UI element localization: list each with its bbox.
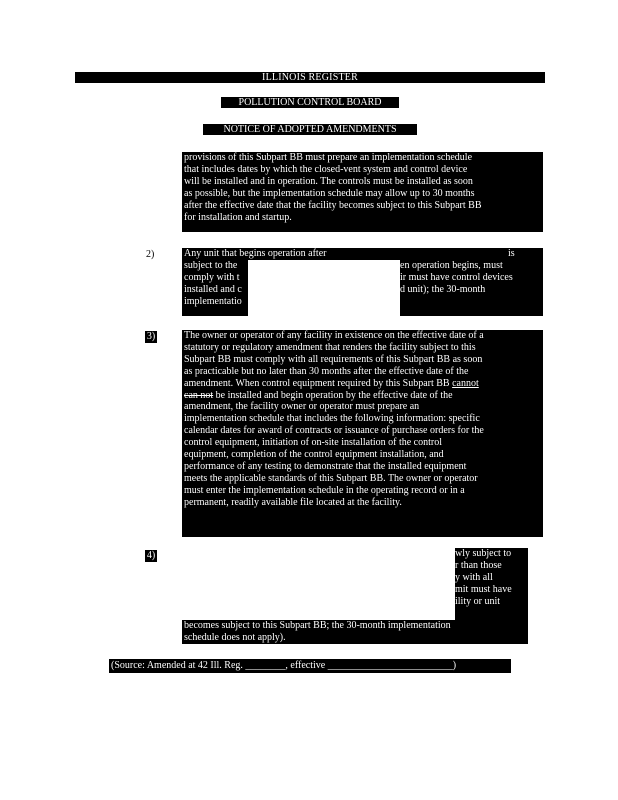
text-fragment: mit must have [455, 584, 512, 595]
text-line: schedule does not apply). [184, 632, 286, 643]
paragraph-number: 4) [146, 550, 156, 561]
text-line: permanent, readily available file located at the facility. [184, 496, 402, 508]
text-fragment: y with all [455, 572, 493, 583]
paragraph-2-right [400, 260, 543, 316]
agency-title: POLLUTION CONTROL BOARD [221, 97, 399, 108]
faded-area [248, 260, 400, 316]
text-fragment: installed and c [184, 284, 242, 295]
inserted-text: cannot [452, 377, 479, 389]
text-line: meets the applicable standards of this Subpart BB. The owner or operator [184, 472, 478, 484]
text-fragment: Any unit that begins operation after [184, 248, 327, 259]
register-title: ILLINOIS REGISTER [262, 72, 358, 83]
text-line: control equipment, initiation of on-site installation of the control [184, 437, 443, 449]
text-line: performance of any testing to demonstrate that the installed equipment [184, 460, 467, 472]
text-line [184, 378, 541, 390]
paragraph-4-right [455, 548, 528, 620]
text-line: will be installed and in operation. The controls must be installed as soon [184, 175, 473, 187]
text-fragment: r than those [455, 560, 502, 571]
text-fragment: is [508, 248, 515, 259]
text-line: as possible, but the implementation schedule may allow up to 30 months [184, 187, 475, 199]
text-fragment: subject to the [184, 260, 238, 271]
text-line: amendment, the facility owner or operator must prepare an [184, 401, 420, 413]
text-line: becomes subject to this Subpart BB; the 30-month implementation [184, 620, 451, 631]
paragraph-1 [182, 152, 543, 232]
text-line: equipment, completion of the control equipment installation, and [184, 449, 444, 461]
text-line: as practicable but no later than 30 months after the effective date of the [184, 365, 469, 377]
paragraph-2-left [182, 260, 248, 316]
text-line: provisions of this Subpart BB must prepare an implementation schedule [184, 152, 473, 163]
text-line: The owner or operator of any facility in existence on the effective date of a [184, 330, 484, 341]
text-line: Subpart BB must comply with all requirements of this Subpart BB as soon [184, 353, 483, 365]
text-fragment: en operation begins, must [400, 260, 503, 271]
text-fragment: ir must have control devices [400, 272, 513, 283]
register-header [75, 72, 545, 83]
text-fragment: wly subject to [455, 548, 512, 559]
text-line [184, 390, 541, 402]
text-line: after the effective date that the facility becomes subject to this Subpart BB [184, 199, 482, 211]
text-fragment: ility or unit [455, 596, 500, 607]
deleted-text: can not [184, 389, 214, 401]
paragraph-number: 3) [146, 331, 156, 342]
text-line: calendar dates for award of contracts or issuance of purchase orders for the [184, 425, 484, 437]
paragraph-number: 2) [146, 249, 155, 260]
paragraph-4-bottom [182, 620, 528, 644]
notice-title: NOTICE OF ADOPTED AMENDMENTS [203, 124, 417, 135]
text-fragment: amendment. When control equipment required by this Subpart BB [184, 377, 453, 389]
text-line: implementation schedule that includes the following information: specific [184, 413, 480, 425]
text-fragment: be installed and begin operation by the effective date of the [213, 389, 453, 401]
text-line: must enter the implementation schedule in the operating record or in a [184, 484, 465, 496]
text-fragment: implementatio [184, 296, 242, 307]
text-fragment: comply with t [184, 272, 240, 283]
paragraph-2-top-line [182, 248, 543, 260]
text-line: that includes dates by which the closed-vent system and control device [184, 163, 468, 175]
text-line: statutory or regulatory amendment that renders the facility subject to this [184, 341, 476, 353]
source-note: (Source: Amended at 42 Ill. Reg. ________, effective _________________________) [109, 659, 511, 673]
paragraph-3 [182, 330, 543, 537]
text-fragment: d unit); the 30-month [400, 284, 486, 295]
text-line: for installation and startup. [184, 211, 292, 223]
